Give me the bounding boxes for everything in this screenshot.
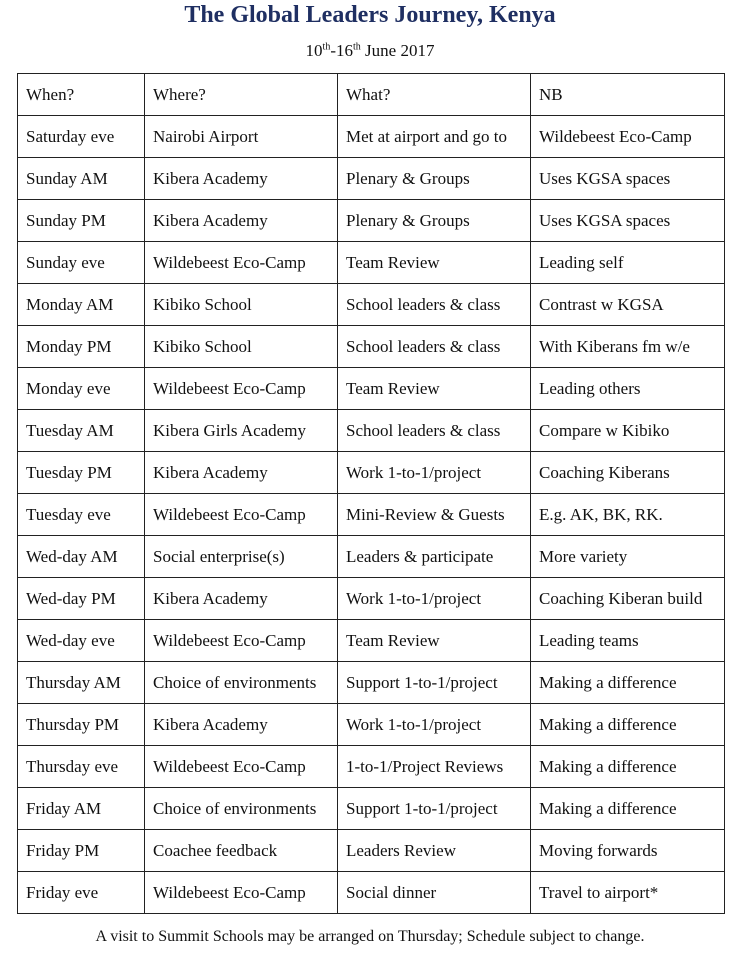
table-row xyxy=(18,578,725,620)
cell-when: Friday eve xyxy=(18,872,145,914)
cell-nb: Uses KGSA spaces xyxy=(531,158,725,200)
cell-where: Wildebeest Eco-Camp xyxy=(145,872,338,914)
cell-what: Social dinner xyxy=(338,872,531,914)
cell-what: Work 1-to-1/project xyxy=(338,452,531,494)
cell-nb: Uses KGSA spaces xyxy=(531,200,725,242)
cell-where: Kibera Academy xyxy=(145,200,338,242)
cell-what: School leaders & class xyxy=(338,326,531,368)
cell-when: Thursday AM xyxy=(18,662,145,704)
cell-nb: E.g. AK, BK, RK. xyxy=(531,494,725,536)
table-row xyxy=(18,872,725,914)
cell-what: Support 1-to-1/project xyxy=(338,788,531,830)
cell-nb: Making a difference xyxy=(531,662,725,704)
cell-what: Work 1-to-1/project xyxy=(338,704,531,746)
cell-when: Friday AM xyxy=(18,788,145,830)
cell-what: School leaders & class xyxy=(338,284,531,326)
cell-where: Wildebeest Eco-Camp xyxy=(145,368,338,410)
cell-when: Monday eve xyxy=(18,368,145,410)
cell-nb: More variety xyxy=(531,536,725,578)
table-row xyxy=(18,116,725,158)
cell-when: Monday PM xyxy=(18,326,145,368)
cell-what: 1-to-1/Project Reviews xyxy=(338,746,531,788)
cell-where: Kibiko School xyxy=(145,326,338,368)
date-start-suffix: th xyxy=(322,41,331,53)
cell-where: Wildebeest Eco-Camp xyxy=(145,746,338,788)
cell-when: Monday AM xyxy=(18,284,145,326)
date-end-suffix: th xyxy=(353,41,361,53)
cell-when: Wed-day AM xyxy=(18,536,145,578)
cell-where: Kibera Academy xyxy=(145,452,338,494)
cell-what: Plenary & Groups xyxy=(338,200,531,242)
cell-when: Sunday PM xyxy=(18,200,145,242)
cell-when: Thursday PM xyxy=(18,704,145,746)
cell-where: Choice of environments xyxy=(145,788,338,830)
cell-where: Social enterprise(s) xyxy=(145,536,338,578)
table-row xyxy=(18,746,725,788)
cell-when: Thursday eve xyxy=(18,746,145,788)
cell-when: Friday PM xyxy=(18,830,145,872)
date-start-day: 10 xyxy=(305,41,323,60)
table-row xyxy=(18,452,725,494)
cell-where: Kibiko School xyxy=(145,284,338,326)
cell-what: Team Review xyxy=(338,368,531,410)
cell-when: Sunday eve xyxy=(18,242,145,284)
cell-where: Kibera Girls Academy xyxy=(145,410,338,452)
cell-what: Work 1-to-1/project xyxy=(338,578,531,620)
header-nb: NB xyxy=(531,74,725,116)
cell-what: Leaders & participate xyxy=(338,536,531,578)
date-separator: -16 xyxy=(330,41,353,60)
cell-what: Leaders Review xyxy=(338,830,531,872)
table-row xyxy=(18,284,725,326)
table-row xyxy=(18,410,725,452)
cell-nb: Coaching Kiberan build xyxy=(531,578,725,620)
cell-nb: Wildebeest Eco-Camp xyxy=(531,116,725,158)
table-row xyxy=(18,536,725,578)
cell-when: Tuesday eve xyxy=(18,494,145,536)
header-row xyxy=(18,74,725,116)
cell-when: Tuesday AM xyxy=(18,410,145,452)
cell-when: Wed-day eve xyxy=(18,620,145,662)
cell-when: Sunday AM xyxy=(18,158,145,200)
cell-nb: Compare w Kibiko xyxy=(531,410,725,452)
date-range xyxy=(0,40,740,62)
table-row xyxy=(18,368,725,410)
page-title: The Global Leaders Journey, Kenya xyxy=(184,2,556,28)
table-row xyxy=(18,788,725,830)
cell-nb: Making a difference xyxy=(531,704,725,746)
cell-nb: Coaching Kiberans xyxy=(531,452,725,494)
cell-nb: Leading others xyxy=(531,368,725,410)
header-what: What? xyxy=(338,74,531,116)
cell-what: Team Review xyxy=(338,242,531,284)
table-row xyxy=(18,326,725,368)
cell-where: Kibera Academy xyxy=(145,704,338,746)
cell-nb: With Kiberans fm w/e xyxy=(531,326,725,368)
cell-nb: Contrast w KGSA xyxy=(531,284,725,326)
cell-nb: Leading self xyxy=(531,242,725,284)
cell-when: Saturday eve xyxy=(18,116,145,158)
cell-nb: Moving forwards xyxy=(531,830,725,872)
cell-where: Choice of environments xyxy=(145,662,338,704)
table-row xyxy=(18,704,725,746)
table-row xyxy=(18,620,725,662)
table-row xyxy=(18,662,725,704)
table-row xyxy=(18,242,725,284)
header-when: When? xyxy=(18,74,145,116)
table-row xyxy=(18,200,725,242)
cell-what: School leaders & class xyxy=(338,410,531,452)
cell-where: Nairobi Airport xyxy=(145,116,338,158)
cell-where: Wildebeest Eco-Camp xyxy=(145,620,338,662)
schedule-body xyxy=(18,74,725,914)
cell-where: Coachee feedback xyxy=(145,830,338,872)
cell-what: Support 1-to-1/project xyxy=(338,662,531,704)
cell-nb: Leading teams xyxy=(531,620,725,662)
cell-what: Plenary & Groups xyxy=(338,158,531,200)
cell-where: Kibera Academy xyxy=(145,158,338,200)
cell-where: Kibera Academy xyxy=(145,578,338,620)
cell-nb: Making a difference xyxy=(531,788,725,830)
cell-where: Wildebeest Eco-Camp xyxy=(145,494,338,536)
table-row xyxy=(18,494,725,536)
table-row xyxy=(18,158,725,200)
cell-what: Mini-Review & Guests xyxy=(338,494,531,536)
schedule-table xyxy=(17,73,725,914)
cell-what: Team Review xyxy=(338,620,531,662)
cell-nb: Making a difference xyxy=(531,746,725,788)
table-row xyxy=(18,830,725,872)
header-where: Where? xyxy=(145,74,338,116)
cell-where: Wildebeest Eco-Camp xyxy=(145,242,338,284)
date-month-year: June 2017 xyxy=(360,41,435,60)
footnote: A visit to Summit Schools may be arranged on Thursday; Schedule subject to change. xyxy=(95,928,645,945)
cell-what: Met at airport and go to xyxy=(338,116,531,158)
cell-when: Wed-day PM xyxy=(18,578,145,620)
cell-nb: Travel to airport* xyxy=(531,872,725,914)
cell-when: Tuesday PM xyxy=(18,452,145,494)
